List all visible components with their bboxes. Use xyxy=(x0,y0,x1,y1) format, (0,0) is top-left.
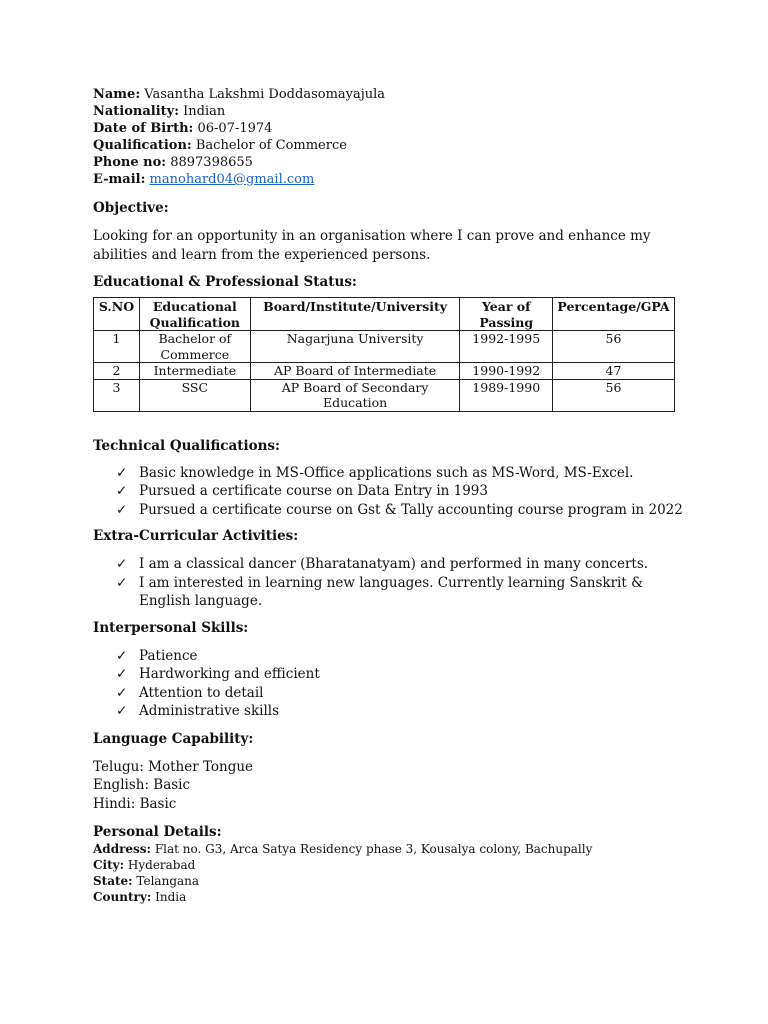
checkmark-icon: ✓ xyxy=(116,483,128,499)
extracurricular-title: Extra-Curricular Activities: xyxy=(93,528,299,544)
name-value: Vasantha Lakshmi Doddasomayajula xyxy=(144,87,386,102)
column-header: Board/Institute/University xyxy=(250,298,460,331)
city-line: City: Hyderabad xyxy=(93,858,196,872)
state-line: State: Telangana xyxy=(93,874,200,888)
dob-value: 06-07-1974 xyxy=(197,121,273,136)
list-item: ✓ I am interested in learning new languages. Currently learning Sanskrit & English language. xyxy=(116,574,644,609)
resume-page xyxy=(93,86,683,905)
table-cell: 56 xyxy=(553,331,675,363)
table-cell: 1992-1995 xyxy=(460,331,553,363)
table-cell: 3 xyxy=(94,379,140,411)
checkmark-icon: ✓ xyxy=(116,684,128,701)
table-row xyxy=(94,363,675,380)
checkmark-icon: ✓ xyxy=(116,666,128,682)
header-block xyxy=(93,86,683,188)
phone-value: 8897398655 xyxy=(170,155,253,170)
nationality-value: Indian xyxy=(183,104,226,119)
list-item: ✓ Administrative skills xyxy=(116,703,280,719)
phone-line: Phone no: 8897398655 xyxy=(93,155,253,170)
email-line: E-mail: manohard04@gmail.com xyxy=(93,172,315,187)
column-header: S.NO xyxy=(94,298,140,331)
objective-text: Looking for an opportunity in an organisation where I can prove and enhance my abilities and learn from the experienced persons. xyxy=(93,228,651,263)
interpersonal-list xyxy=(93,647,683,721)
state-value: Telangana xyxy=(136,874,200,888)
country-value: India xyxy=(155,890,187,904)
email-link[interactable]: manohard04@gmail.com xyxy=(149,172,315,187)
table-cell: 56 xyxy=(553,379,675,411)
education-table xyxy=(93,297,675,412)
checkmark-icon: ✓ xyxy=(116,464,128,481)
address-line: Address: Flat no. G3, Arca Satya Residency phase 3, Kousalya colony, Bachupally xyxy=(93,842,593,856)
city-value: Hyderabad xyxy=(127,858,196,872)
checkmark-icon: ✓ xyxy=(116,501,128,518)
country-line: Country: India xyxy=(93,890,187,904)
list-item: ✓ Patience xyxy=(116,647,198,664)
qualification-value: Bachelor of Commerce xyxy=(195,138,347,153)
table-cell: 1 xyxy=(94,331,140,363)
list-item: English: Basic xyxy=(93,777,191,793)
list-item: ✓ Attention to detail xyxy=(116,684,264,701)
name-line: Name: Vasantha Lakshmi Doddasomayajula xyxy=(93,87,386,102)
table-cell: 1990-1992 xyxy=(460,363,553,380)
list-item: Telugu: Mother Tongue xyxy=(93,758,254,775)
objective-title: Objective: xyxy=(93,200,169,216)
checkmark-icon: ✓ xyxy=(116,647,128,664)
table-row xyxy=(94,379,675,411)
personal-title: Personal Details: xyxy=(93,824,222,840)
table-cell: Nagarjuna University xyxy=(250,331,460,363)
nationality-line: Nationality: Indian xyxy=(93,104,226,119)
languages-list xyxy=(93,758,683,814)
qualification-line: Qualification: Bachelor of Commerce xyxy=(93,138,347,153)
table-cell: AP Board of Secondary Education xyxy=(250,379,460,411)
checkmark-icon: ✓ xyxy=(116,556,128,572)
table-cell: 47 xyxy=(553,363,675,380)
address-value: Flat no. G3, Arca Satya Residency phase 3, Kousalya colony, Bachupally xyxy=(154,842,593,856)
table-cell: SSC xyxy=(139,379,250,411)
table-header-row xyxy=(94,298,675,331)
list-item: ✓ Pursued a certificate course on Gst & Tally accounting course program in 2022 xyxy=(116,501,683,518)
table-cell: Bachelor of Commerce xyxy=(139,331,250,363)
extracurricular-list xyxy=(93,555,683,611)
education-title: Educational & Professional Status: xyxy=(93,274,357,290)
table-cell: 1989-1990 xyxy=(460,379,553,411)
technical-list xyxy=(93,464,683,520)
list-item: ✓ Hardworking and efficient xyxy=(116,666,320,682)
languages-title: Language Capability: xyxy=(93,730,254,747)
checkmark-icon: ✓ xyxy=(116,703,128,719)
table-row xyxy=(94,331,675,363)
interpersonal-title: Interpersonal Skills: xyxy=(93,619,249,636)
list-item: Hindi: Basic xyxy=(93,795,177,812)
list-item: ✓ Basic knowledge in MS-Office applications such as MS-Word, MS-Excel. xyxy=(116,464,634,481)
table-cell: 2 xyxy=(94,363,140,380)
list-item: ✓ Pursued a certificate course on Data Entry in 1993 xyxy=(116,483,488,499)
dob-line: Date of Birth: 06-07-1974 xyxy=(93,121,273,136)
column-header: Educational Qualification xyxy=(139,298,250,331)
column-header: Year of Passing xyxy=(460,298,553,331)
personal-details xyxy=(93,841,683,905)
checkmark-icon: ✓ xyxy=(116,574,128,591)
list-item: ✓ I am a classical dancer (Bharatanatyam) and performed in many concerts. xyxy=(116,556,649,572)
table-cell: Intermediate xyxy=(139,363,250,380)
column-header: Percentage/GPA xyxy=(553,298,675,331)
technical-title: Technical Qualifications: xyxy=(93,437,280,454)
table-cell: AP Board of Intermediate xyxy=(250,363,460,380)
